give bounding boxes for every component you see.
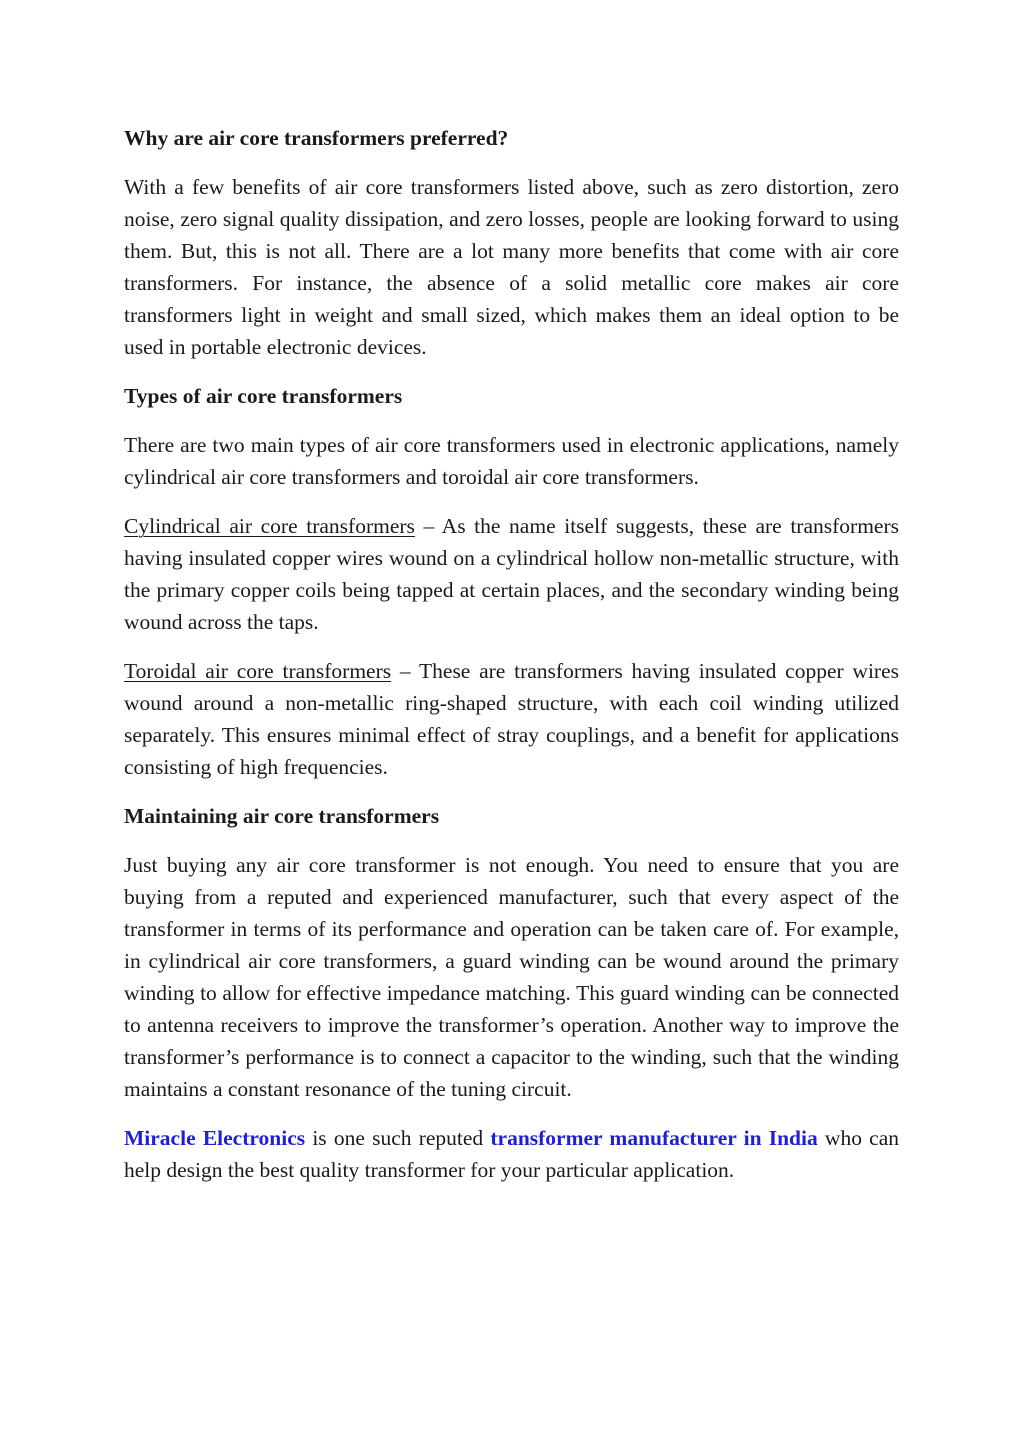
term-cylindrical: Cylindrical air core transformers: [124, 514, 415, 538]
heading-why-preferred: Why are air core transformers preferred?: [124, 126, 509, 150]
document-page: [124, 122, 899, 1203]
link-miracle-electronics[interactable]: Miracle Electronics: [124, 1126, 306, 1150]
paragraph-benefits: With a few benefits of air core transformers listed above, such as zero distortion, zero noise, zero signal quality dissipation, and zero losses, people are looking forward to using them. But, this is not all. There are a lot many more benefits that come with air core transformers. For instance, the absence of a solid metallic core makes air core transformers light in weight and small sized, which makes them an ideal option to be used in portable electronic devices.: [124, 175, 899, 359]
term-toroidal: Toroidal air core transformers: [124, 659, 392, 683]
link-transformer-manufacturer[interactable]: transformer manufacturer in India: [490, 1126, 818, 1150]
text-cylindrical: – As the name itself suggests, these are transformers having insulated copper wires wound on a cylindrical hollow non-metallic structure, with the primary copper coils being tapped at certain places, and the secondary winding being wound across the taps.: [124, 514, 899, 634]
paragraph-cylindrical: [124, 510, 899, 638]
heading-types: Types of air core transformers: [124, 384, 403, 408]
text-closing-1: is one such reputed: [305, 1126, 491, 1150]
paragraph-maintaining: Just buying any air core transformer is not enough. You need to ensure that you are buying from a reputed and experienced manufacturer, such that every aspect of the transformer in terms of its performance and operation can be taken care of. For example, in cylindrical air core transformers, a guard winding can be wound around the primary winding to allow for effective impedance matching. This guard winding can be connected to antenna receivers to improve the transformer’s operation. Another way to improve the transformer’s performance is to connect a capacitor to the winding, such that the winding maintains a constant resonance of the tuning circuit.: [124, 853, 899, 1101]
text-closing-2: who can help design the best quality transformer for your particular application.: [124, 1126, 899, 1182]
heading-maintaining: Maintaining air core transformers: [124, 804, 440, 828]
paragraph-types-intro: There are two main types of air core transformers used in electronic applications, namely cylindrical air core transformers and toroidal air core transformers.: [124, 433, 899, 489]
text-toroidal: – These are transformers having insulated copper wires wound around a non-metallic ring-shaped structure, with each coil winding utilized separately. This ensures minimal effect of stray couplings, and a benefit for applications consisting of high frequencies.: [124, 659, 899, 779]
paragraph-closing: [124, 1122, 899, 1186]
paragraph-toroidal: [124, 655, 899, 783]
